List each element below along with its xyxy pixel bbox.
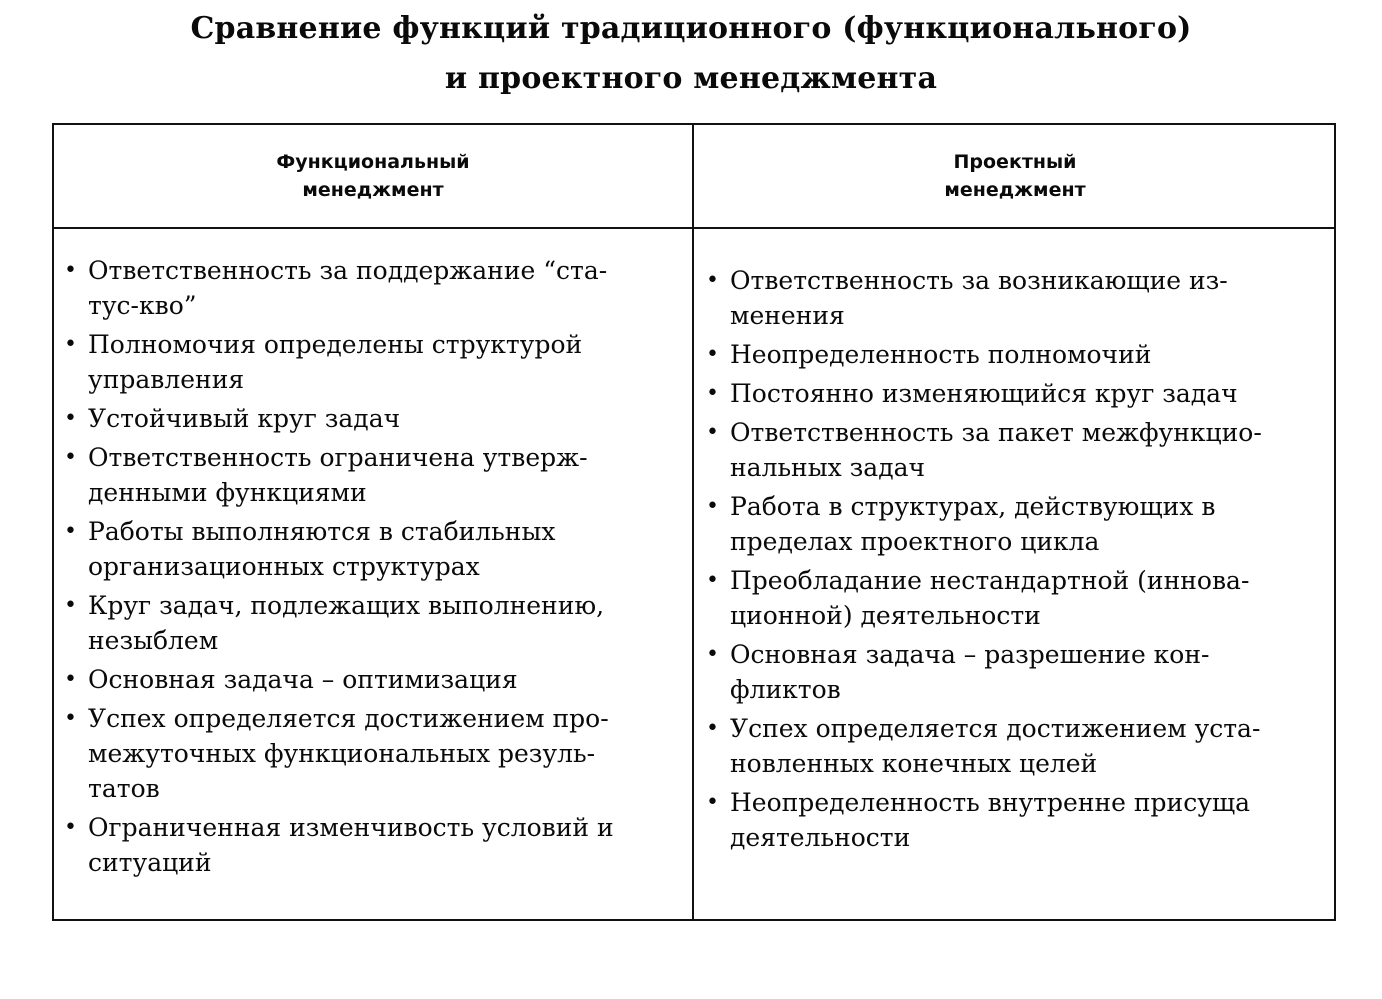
list-item-text: Ответственность ограничена утверж-денными функциями bbox=[88, 443, 588, 507]
comparison-table bbox=[52, 123, 1336, 921]
bullet-icon: • bbox=[706, 342, 719, 367]
title-line-2: и проектного менеджмента bbox=[444, 61, 938, 96]
list-item-text: Работа в структурах, действующих в пределах проектного цикла bbox=[730, 492, 1216, 556]
list-item-text: Неопределенность полномочий bbox=[730, 340, 1152, 369]
bullet-icon: • bbox=[64, 519, 77, 544]
header-functional-line-1: Функциональный bbox=[276, 151, 470, 173]
list-item-text: Постоянно изменяющийся круг задач bbox=[730, 379, 1238, 408]
bullet-icon: • bbox=[64, 445, 77, 470]
list-item bbox=[62, 810, 652, 880]
bullet-icon: • bbox=[64, 332, 77, 357]
project-list bbox=[704, 263, 1304, 859]
bullet-icon: • bbox=[64, 593, 77, 618]
list-item bbox=[62, 253, 652, 323]
list-item bbox=[62, 327, 652, 397]
header-functional-line-2: менеджмент bbox=[302, 179, 444, 201]
list-item-text: Полномочия определены структурой управления bbox=[88, 330, 583, 394]
header-project-line-2: менеджмент bbox=[944, 179, 1086, 201]
list-item bbox=[62, 701, 652, 806]
bullet-icon: • bbox=[706, 790, 719, 815]
list-item-text: Круг задач, подлежащих выполнению, незыблем bbox=[88, 591, 605, 655]
list-item-text: Успех определяется достижением уста-новленных конечных целей bbox=[730, 714, 1261, 778]
list-item bbox=[704, 415, 1304, 485]
list-item bbox=[704, 785, 1304, 855]
column-divider bbox=[692, 125, 694, 919]
document-title bbox=[0, 4, 1382, 104]
header-project bbox=[694, 125, 1336, 229]
list-item bbox=[704, 563, 1304, 633]
bullet-icon: • bbox=[706, 268, 719, 293]
list-item bbox=[704, 711, 1304, 781]
list-item bbox=[62, 662, 652, 697]
list-item-text: Основная задача – оптимизация bbox=[88, 665, 518, 694]
list-item bbox=[62, 588, 652, 658]
list-item-text: Ограниченная изменчивость условий и ситуаций bbox=[88, 813, 614, 877]
list-item bbox=[62, 440, 652, 510]
list-item-text: Успех определяется достижением про-межуточных функциональных резуль-татов bbox=[88, 704, 609, 803]
bullet-icon: • bbox=[64, 406, 77, 431]
header-functional bbox=[54, 125, 692, 229]
bullet-icon: • bbox=[706, 494, 719, 519]
header-project-line-1: Проектный bbox=[953, 151, 1077, 173]
bullet-icon: • bbox=[64, 258, 77, 283]
list-item-text: Устойчивый круг задач bbox=[88, 404, 401, 433]
list-item-text: Ответственность за пакет межфункцио-нальных задач bbox=[730, 418, 1262, 482]
list-item-text: Ответственность за возникающие из-менения bbox=[730, 266, 1228, 330]
bullet-icon: • bbox=[706, 642, 719, 667]
bullet-icon: • bbox=[706, 420, 719, 445]
bullet-icon: • bbox=[706, 568, 719, 593]
bullet-icon: • bbox=[64, 815, 77, 840]
list-item-text: Неопределенность внутренне присуща деятельности bbox=[730, 788, 1251, 852]
bullet-icon: • bbox=[706, 716, 719, 741]
list-item bbox=[704, 337, 1304, 372]
list-item-text: Преобладание нестандартной (иннова-ционной) деятельности bbox=[730, 566, 1250, 630]
bullet-icon: • bbox=[64, 706, 77, 731]
title-line-1: Сравнение функций традиционного (функционального) bbox=[190, 11, 1192, 46]
list-item bbox=[62, 401, 652, 436]
list-item bbox=[704, 637, 1304, 707]
list-item bbox=[704, 263, 1304, 333]
list-item-text: Основная задача – разрешение кон-фликтов bbox=[730, 640, 1210, 704]
list-item bbox=[704, 376, 1304, 411]
list-item-text: Работы выполняются в стабильных организационных структурах bbox=[88, 517, 556, 581]
list-item bbox=[704, 489, 1304, 559]
bullet-icon: • bbox=[64, 667, 77, 692]
functional-list bbox=[62, 253, 652, 884]
list-item bbox=[62, 514, 652, 584]
list-item-text: Ответственность за поддержание “ста-тус-кво” bbox=[88, 256, 608, 320]
bullet-icon: • bbox=[706, 381, 719, 406]
